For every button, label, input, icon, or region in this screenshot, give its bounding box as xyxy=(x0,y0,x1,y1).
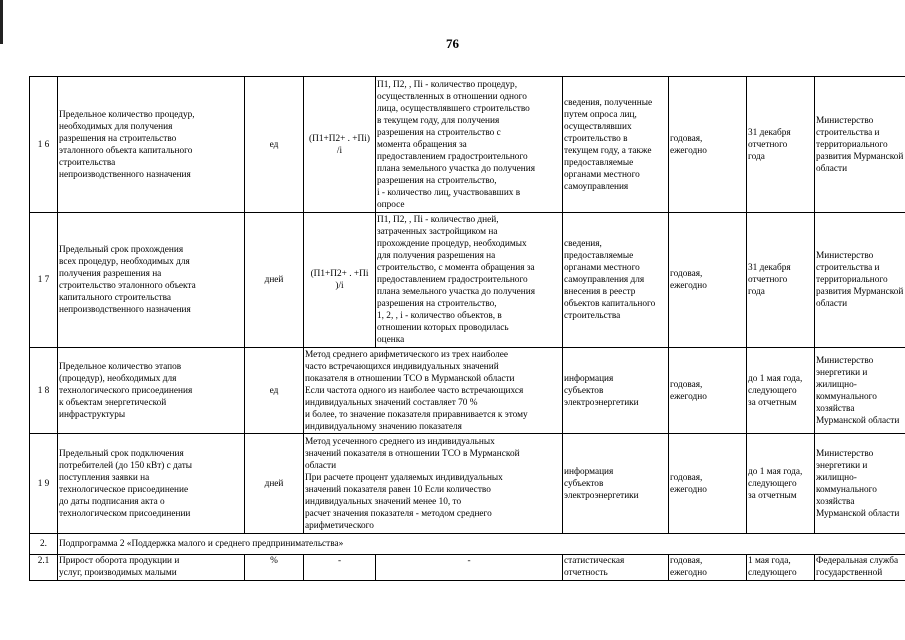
section-title: Подпрограмма 2 «Поддержка малого и среднего предпринимательства» xyxy=(58,534,905,555)
unit: % xyxy=(245,555,304,581)
responsible-body: Министерство строительства и территориального развития Мурманской области xyxy=(815,213,905,348)
formula: (П1+П2+ . +Пi) /i xyxy=(304,77,376,213)
page-number: 76 xyxy=(446,36,459,51)
frequency: годовая, ежегодно xyxy=(669,77,747,213)
data-source: сведения, полученные путем опроса лиц, осуществлявших строительство в текущем году, а также предоставляемые органами местного самоуправления xyxy=(563,77,669,213)
indicator-name: Прирост оборота продукции и услуг, производимых малыми xyxy=(58,555,245,581)
section-number: 2. xyxy=(30,534,58,555)
row-number: 2.1 xyxy=(30,555,58,581)
calculation-method: Метод усеченного среднего из индивидуальных значений показателя в отношении ТСО в Мурманской области При расчете процент удаляемых индивидуальных значений показателя равен 10 Если количество индивидуальных значений менее 10, то расчет значения показателя - методом среднего арифметического xyxy=(304,434,563,534)
formula: - xyxy=(304,555,376,581)
frequency: годовая, ежегодно xyxy=(669,213,747,348)
frequency: годовая, ежегодно xyxy=(669,348,747,434)
responsible-body: Министерство энергетики и жилищно- коммунального хозяйства Мурманской области xyxy=(815,434,905,534)
indicators-table xyxy=(29,76,905,581)
table-row xyxy=(30,348,905,434)
row-number: 1 6 xyxy=(30,77,58,213)
calculation-method: - xyxy=(376,555,563,581)
unit: дней xyxy=(245,213,304,348)
indicator-name: Предельный срок подключения потребителей (до 150 кВт) с даты поступления заявки на технологическое присоединение до даты подписания акта о технологическом присоединении xyxy=(58,434,245,534)
unit: ед xyxy=(245,348,304,434)
data-source: информация субъектов электроэнергетики xyxy=(563,348,669,434)
table-row xyxy=(30,77,905,213)
unit: ед xyxy=(245,77,304,213)
unit: дней xyxy=(245,434,304,534)
calculation-method: Метод среднего арифметического из трех наиболее часто встречающихся индивидуальных значений показателя в отношении ТСО в Мурманской области Если частота одного из наиболее часто встречающихся индивидуальных значений составляет 70 % и более, то значение показателя приравнивается к этому индивидуальному значению показателя xyxy=(304,348,563,434)
data-source: статистическая отчетность xyxy=(563,555,669,581)
responsible-body: Министерство строительства и территориального развития Мурманской области xyxy=(815,77,905,213)
responsible-body: Министерство энергетики и жилищно- коммунального хозяйства Мурманской области xyxy=(815,348,905,434)
table-row xyxy=(30,213,905,348)
formula: (П1+П2+ . +Пi )/i xyxy=(304,213,376,348)
frequency: годовая, ежегодно xyxy=(669,555,747,581)
row-number: 1 7 xyxy=(30,213,58,348)
indicator-name: Предельное количество процедур, необходимых для получения разрешения на строительство эталонного объекта капитального строительства непроизводственного назначения xyxy=(58,77,245,213)
section-row xyxy=(30,534,905,555)
deadline: до 1 мая года, следующего за отчетным xyxy=(747,434,815,534)
data-source: сведения, предоставляемые органами местного самоуправления для внесения в реестр объектов капитального строительства xyxy=(563,213,669,348)
indicator-name: Предельное количество этапов (процедур), необходимых для технологического присоединения к объектам энергетической инфраструктуры xyxy=(58,348,245,434)
deadline: до 1 мая года, следующего за отчетным xyxy=(747,348,815,434)
frequency: годовая, ежегодно xyxy=(669,434,747,534)
table-row xyxy=(30,555,905,581)
deadline: 1 мая года, следующего xyxy=(747,555,815,581)
deadline: 31 декабря отчетного года xyxy=(747,213,815,348)
deadline: 31 декабря отчетного года xyxy=(747,77,815,213)
row-number: 1 8 xyxy=(30,348,58,434)
table-row xyxy=(30,434,905,534)
indicator-name: Предельный срок прохождения всех процедур, необходимых для получения разрешения на строительство эталонного объекта капитального строительства непроизводственного назначения xyxy=(58,213,245,348)
data-source: информация субъектов электроэнергетики xyxy=(563,434,669,534)
calculation-method: П1, П2, , Пi - количество процедур, осуществленных в отношении одного лица, осуществлявшего строительство в текущем году, для получения разрешения на строительство с момента обращения за предоставлением градостроительного плана земельного участка до получения разрешения на строительство, i - количество лиц, участвовавших в опросе xyxy=(376,77,563,213)
responsible-body: Федеральная служба государственной xyxy=(815,555,905,581)
row-number: 1 9 xyxy=(30,434,58,534)
calculation-method: П1, П2, , Пi - количество дней, затраченных застройщиком на прохождение процедур, необходимых для получения разрешения на строительство, с момента обращения за предоставлением градостроительного плана земельного участка до получения разрешения на строительство, 1, 2, , i - количество объектов, в отношении которых проводилась оценка xyxy=(376,213,563,348)
